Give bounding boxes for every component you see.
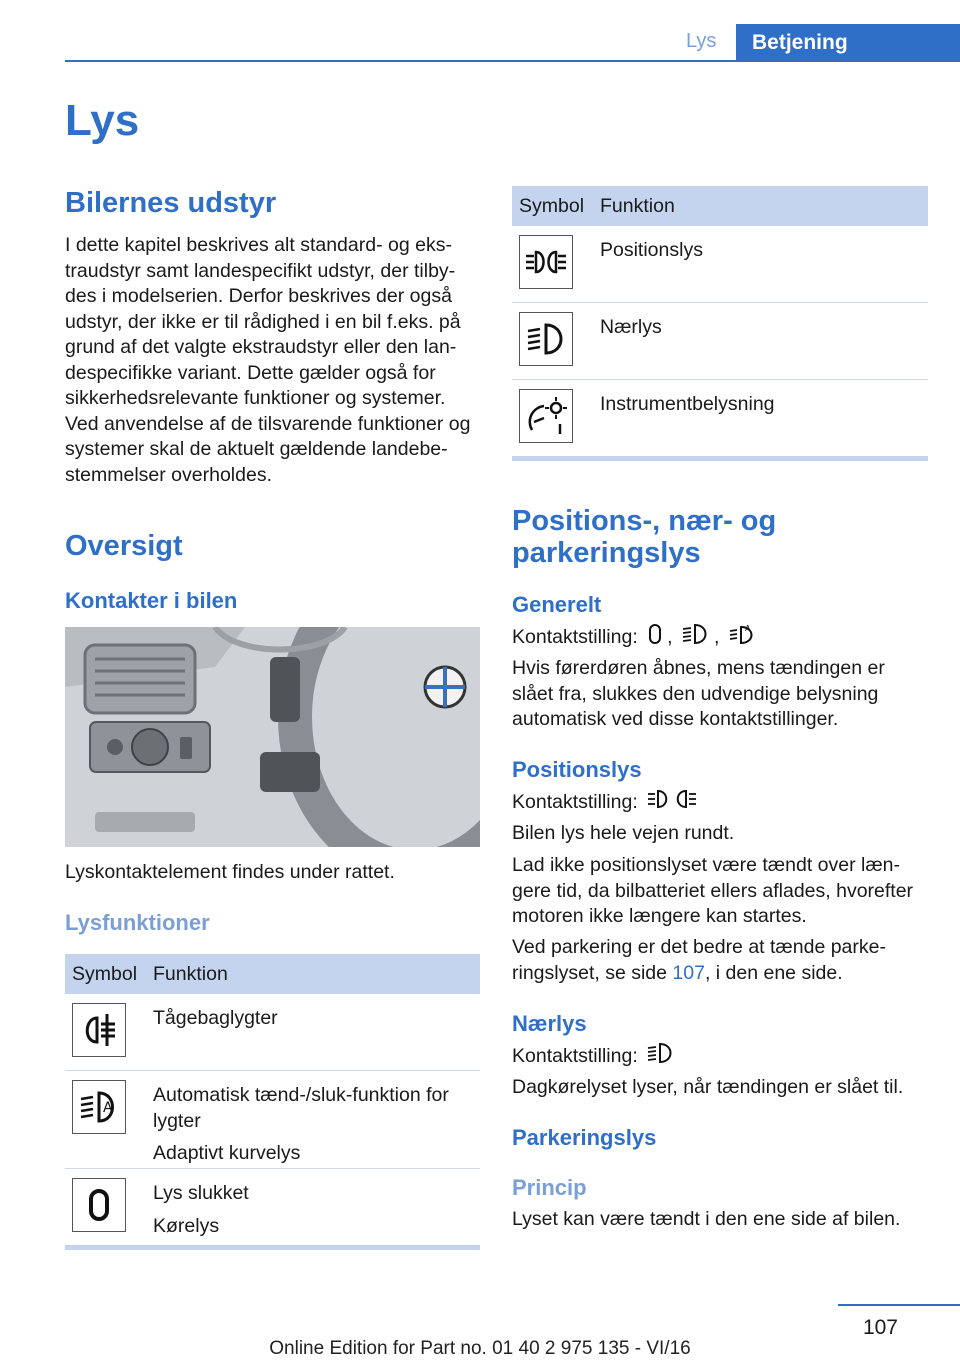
function-text: Positionslys [600,239,703,261]
column-header-symbol: Symbol [72,962,138,985]
light-functions-table-left [65,954,480,1250]
kontakt-label: Kontaktstilling: [512,625,638,648]
table-row [512,303,928,380]
function-text: Lys slukket [153,1182,249,1204]
edition-footer: Online Edition for Part no. 01 40 2 975 135 - VI/16 [269,1338,691,1359]
function-text: Automatisk tænd-/sluk-funktion for lygter [153,1084,449,1132]
dashboard-illustration [65,627,480,847]
heading-positionslys: Positionslys [512,757,642,782]
heading-lysfunktioner: Lysfunktioner [65,910,210,935]
low-beam-icon [647,1042,675,1072]
parking-light-icon [647,788,697,818]
table-row [65,1071,480,1169]
kontaktstilling-naerlys [512,1042,679,1072]
function-text: Adaptivt kurvelys [153,1142,301,1164]
paragraph-udstyr: I dette kapitel beskrives alt standard- og eks-traudstyr samt landespecifikt udstyr, der tilby-des i modelserien. Derfor beskrives der også udstyr, der ikke er til rådighed i en bil f.eks. på grund af det valgte ekstraudstyr eller den lan-despecifikke variant. Dette gælder også for sikkerhedsrelevante funktioner og systemer. Ved anvendelse af de tilsvarende funktioner og systemer skal de aktuelt gældende landebe-stemmelser overholdes. [65,234,471,486]
svg-text:A: A [103,1100,113,1116]
separator-comma: , [714,625,720,648]
heading-naerlys: Nærlys [512,1011,587,1036]
paragraph-positionslys-2: Lad ikke positionslyset være tændt over læn-gere tid, da bilbatteriet ellers aflades, hvorefter motoren ikke længere kan startes. [512,854,914,927]
function-text: Nærlys [600,316,662,338]
paragraph-text: Ved parkering er det bedre at tænde parke-ringslyset, se side [512,936,886,984]
function-text: Instrumentbelysning [600,393,775,415]
page-reference-link[interactable]: 107 [672,961,705,984]
heading-oversigt: Oversigt [65,530,183,562]
heading-parkeringslys: Parkeringslys [512,1125,657,1150]
table-header [65,954,480,994]
rear-fog-light-icon [72,1003,126,1057]
photo-caption: Lyskontaktelement findes under rattet. [65,861,395,883]
page-number: 107 [862,1316,898,1339]
auto-headlight-icon [729,623,757,653]
page-title: Lys [65,96,140,145]
table-row [512,380,928,456]
dashboard-photo [65,627,480,847]
heading-princip: Princip [512,1175,587,1200]
column-header-symbol: Symbol [519,194,585,217]
low-beam-icon [682,623,710,653]
function-text: Kørelys [153,1214,220,1237]
paragraph-positionslys-3 [512,935,928,986]
kontakt-label: Kontaktstilling: [512,790,638,813]
auto-headlight-icon [72,1080,126,1134]
header-chapter-tab: Betjening [736,24,960,62]
heading-generelt: Generelt [512,592,602,617]
light-functions-table-right [512,186,928,461]
heading-bilernes-udstyr: Bilernes udstyr [65,187,277,219]
lights-off-icon [72,1178,126,1232]
footer-rule [838,1304,960,1306]
kontaktstilling-positionslys [512,788,701,818]
svg-text:A: A [744,624,751,633]
heading-kontakter-i-bilen: Kontakter i bilen [65,588,238,613]
column-header-funktion: Funktion [153,962,228,985]
kontaktstilling-generelt [512,623,761,653]
table-header [512,186,928,226]
paragraph-positionslys-1: Bilen lys hele vejen rundt. [512,822,735,844]
paragraph-generelt: Hvis førerdøren åbnes, mens tændingen er slået fra, slukkes den udvendige belysning automatisk ved disse kontaktstillinger. [512,657,885,730]
column-header-funktion: Funktion [600,194,675,217]
paragraph-naerlys: Dagkørelyset lyser, når tændingen er slået til. [512,1076,904,1098]
table-row [512,226,928,303]
table-row [65,994,480,1071]
separator-comma: , [667,625,673,648]
heading-positions-naer-parkeringslys: Positions-, nær- og parkeringslys [512,505,777,569]
kontakt-label: Kontaktstilling: [512,1044,638,1067]
function-text: Tågebaglygter [153,1007,278,1029]
instrument-lighting-icon [519,389,573,443]
low-beam-icon [519,312,573,366]
header-section: Lys [686,30,717,52]
table-row [65,1169,480,1245]
lights-off-icon [647,623,663,653]
paragraph-princip: Lyset kan være tændt i den ene side af bilen. [512,1208,901,1230]
parking-light-icon [519,235,573,289]
paragraph-text: , i den ene side. [704,961,843,984]
